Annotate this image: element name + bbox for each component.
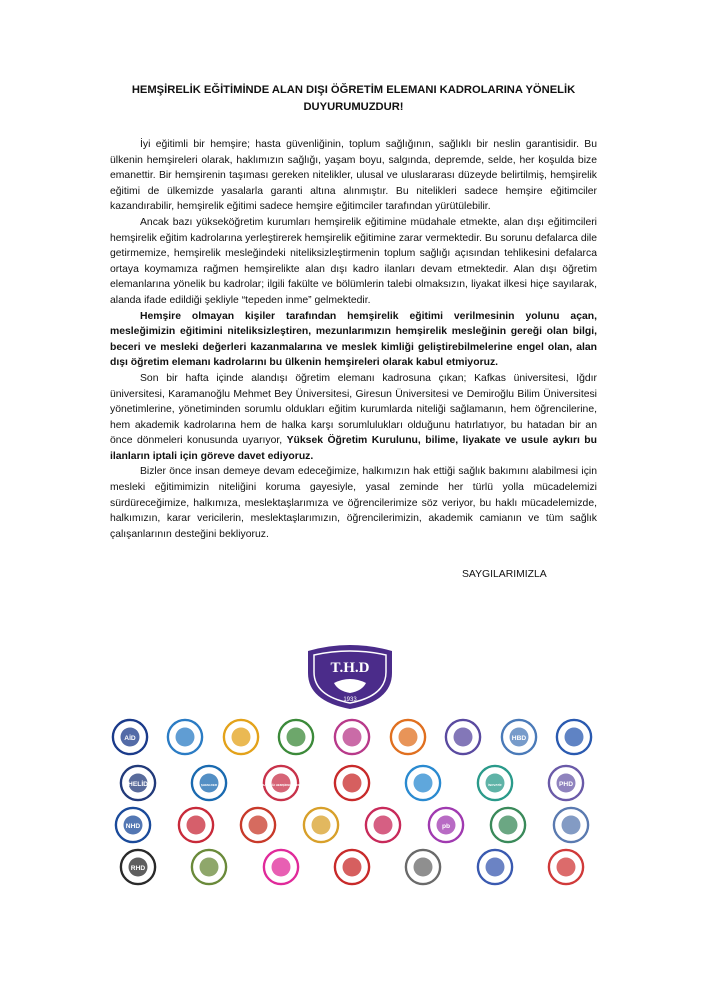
document-body (110, 137, 597, 542)
association-logos (102, 718, 602, 888)
circle-logo-20 (302, 806, 340, 844)
thd-logo-text: T.H.D (330, 660, 370, 676)
shem-der-logo-text: ŞHEM-DER (200, 782, 218, 787)
title-line-1: HEMŞİRELİK EĞİTİMİNDE ALAN DIŞI ÖĞRETİM ELEMANI KADROLARINA YÖNELİK (131, 84, 576, 96)
circle-logo-18 (177, 806, 215, 844)
paragraph-4-bold: Yüksek Öğretim Kurulunu, bilime, liyakate ve usule aykırı bu ilanların iptali için göreve davet ediyoruz. (110, 435, 598, 462)
helid-logo-text: HELİD (128, 780, 148, 788)
kadin-sagligi-logo-text: KADIN SAĞLIĞI HEMŞİRELİĞİ DERNEĞİ (251, 782, 311, 787)
document-title (100, 82, 607, 116)
title-line-2: DUYURUMUZDUR! (303, 101, 404, 113)
inovatif-logo (476, 764, 514, 802)
kadin-sagligi-logo (251, 764, 311, 802)
paragraph-4 (110, 371, 597, 465)
hbd-logo-text: HBD (511, 734, 527, 742)
circle-logo-9 (555, 718, 593, 756)
aid-logo-text: AİD (124, 734, 136, 742)
rhd-logo-text: RHD (130, 864, 146, 872)
paragraph-3 (110, 309, 597, 371)
nhd-logo-text: NHD (125, 822, 141, 830)
thd-logo-year: 1933 (343, 697, 357, 703)
circle-logo-13 (333, 764, 371, 802)
pd-logo (427, 806, 465, 844)
aid-logo (111, 718, 149, 756)
signature-line: SAYGILARIMIZLA (462, 569, 547, 580)
pd-logo-text: pb (441, 822, 451, 830)
circle-logo-2 (166, 718, 204, 756)
paragraph-3-bold: Hemşire olmayan kişiler tarafından hemşirelik eğitimi verilmesinin yolunu açan, mesleğimizin eğitimini niteliksizleştiren, mezunlarımızın hemşirelik mesleğinin gereği olan bilgi, beceri ve mesleki değerleri kazanmalarına ve meslek kimliği geliştirebilmelerine engel olan, alan dışı öğretim elemanı kadrolarını bu ülkenin hemşireleri olarak kabul etmiyoruz. (110, 310, 597, 369)
paragraph-1: İyi eğitimli bir hemşire; hasta güvenliğinin, toplum sağlığının, sağlıklı bir neslin garantisidir. Bu ülkenin hemşireleri olarak, haklımızın sağlığı, yaşam boyu, salgında, depremde, selde, her koşulda bize emanettir. Bir hemşirenin taşıması gereken nitelikler, ulusal ve uluslararası düzeyde belirtilmiş, hemşirelik eğitimi de ülkemizde yasalarla garanti altına alınmıştır. Bu nitelikleri sadece hemşire eğitimciler kazandırabilir, hemşirelik eğitimi sadece hemşire eğitimciler tarafından yürütülebilir. (110, 139, 597, 213)
paragraph-2: Ancak bazı yükseköğretim kurumları hemşirelik eğitimine müdahale etmekte, alan dışı eğitimcileri hemşirelik eğitim kadrolarına yerleştirerek hemşirelik eğitimine zarar vermektedir. Bu sorunu defalarca dile getirmemize, hemşirelik mesleğindeki niteliksizleştirmenin toplum sağlığı açısından tehlikesini defalarca ortaya koymamıza rağmen hemşirelikte alan dışı kadro ilanları devam etmektedir. Alan dışı öğretim elemanlarına yönelik bu kadrolar; ilgili fakülte ve bölümlerin talebi olmaksızın, liyakat ilkesi hiçe sayılarak, alanda ifade edildiği şekliyle “tepeden inme” gelmektedir. (110, 216, 597, 306)
circle-logo-24 (552, 806, 590, 844)
circle-logo-5 (333, 718, 371, 756)
circle-logo-23 (489, 806, 527, 844)
circle-logo-26 (190, 848, 228, 886)
circle-logo-4 (277, 718, 315, 756)
circle-logo-21 (364, 806, 402, 844)
inovatif-logo-text: İNOVATİF (488, 782, 502, 787)
paragraph-5: Bizler önce insan demeye devam edeceğimize, halkımızın hak ettiği sağlık bakımını alabilmesi için mesleki eğitimimizin niteliğini koruma gayesiyle, yasal zeminde her türlü yolla mücadelemizi sürdüreceğimize, halkımıza, meslektaşlarımıza ve öğrencilerimize söz veriyor, bu haklı mücadelemizde, halkımızın, karar vericilerin, meslektaşlarımızın, öğrencilerimizin, akademik camianın ve tüm sağlık çalışanlarının desteğini bekliyoruz. (110, 466, 597, 540)
circle-logo-7 (444, 718, 482, 756)
circle-logo-6 (389, 718, 427, 756)
phd-logo-text: PHD (558, 780, 574, 788)
circle-logo-31 (547, 848, 585, 886)
circle-logo-14 (404, 764, 442, 802)
phd-logo (547, 764, 585, 802)
helid-logo (119, 764, 157, 802)
circle-logo-3 (222, 718, 260, 756)
circle-logo-28 (333, 848, 371, 886)
paragraph-4-text: Son bir hafta içinde alandışı öğretim elemanı kadrosuna çıkan; Kafkas üniversitesi, Iğdır üniversitesi, Karamanoğlu Mehmet Bey Üniversitesi, Giresun Üniversitesi ve Demiroğlu Bilim Üniversitesi yönetimlerine, yönetiminden sorumlu oldukları eğitim kurumlarda niteliği sağlamanın, hem öğrencilerine, hem akademik kadrolarına hem de halka karşı sorumlulukları olduğunu hatırlatıyor, bu hatadan bir an önce dönmeleri konusunda uyarıyor, (110, 372, 597, 447)
circle-logo-19 (239, 806, 277, 844)
circle-logo-29 (404, 848, 442, 886)
circle-logo-30 (476, 848, 514, 886)
hbd-logo (500, 718, 538, 756)
circle-logo-27 (262, 848, 300, 886)
nhd-logo (114, 806, 152, 844)
thd-logo (304, 645, 396, 711)
shem-der-logo (190, 764, 228, 802)
rhd-logo (119, 848, 157, 886)
